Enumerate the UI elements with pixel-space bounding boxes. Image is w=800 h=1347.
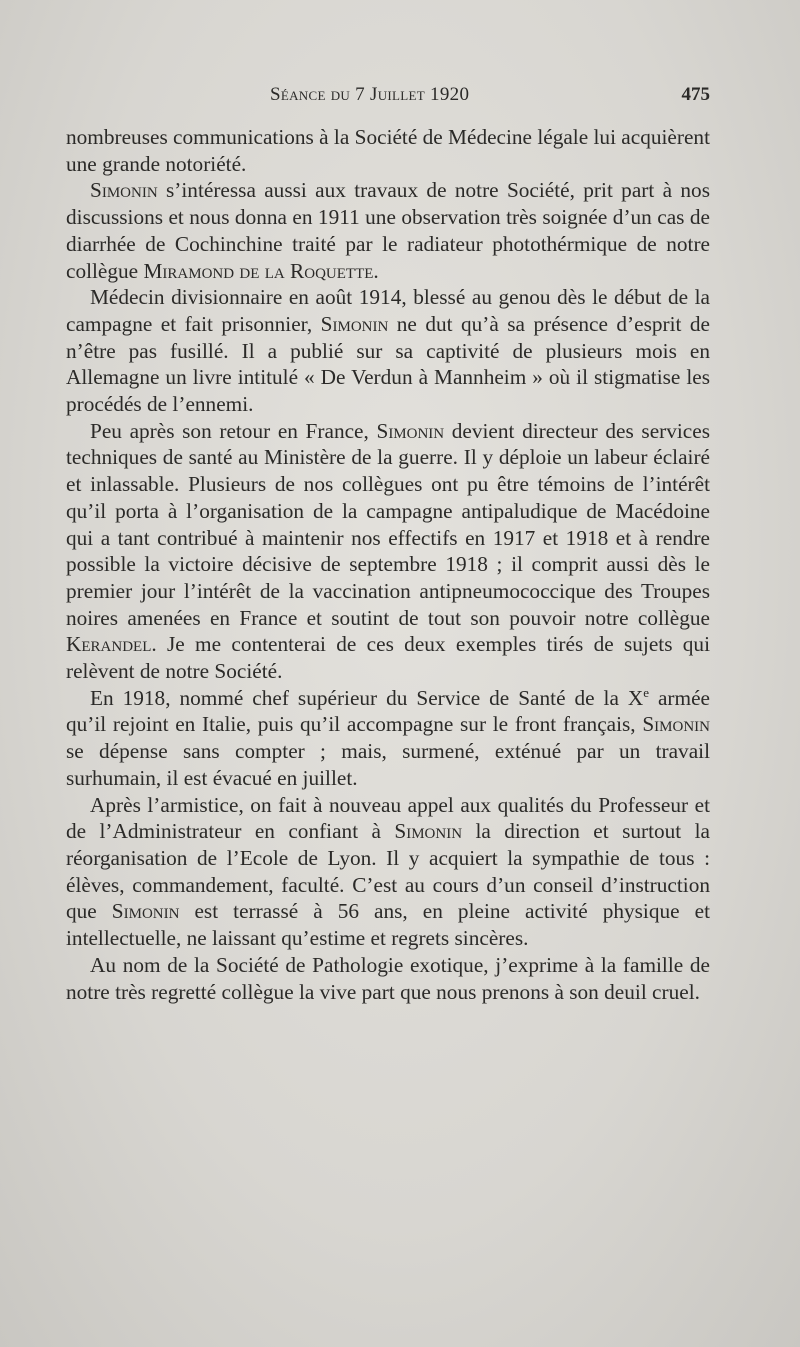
body-text <box>66 124 710 1005</box>
text-run: est terrassé à 56 ans, en pleine activité physique et intellectuelle, ne laissant qu’estime et regrets sincères. <box>66 899 710 951</box>
person-name: Simonin <box>320 311 389 336</box>
superscript: e <box>643 684 650 700</box>
person-name: Kerandel <box>66 632 152 657</box>
paragraph <box>66 685 710 792</box>
text-run: Au nom de la Société de Pathologie exotique, j’exprime à la famille de notre très regretté collègue la vive part que nous prenons à son deuil cruel. <box>66 952 710 1004</box>
text-run: la direction et surtout la réorganisation de l’Ecole de Lyon. Il y acquiert la sympathie de tous : élèves, commandement, faculté. C’est au cours d’un conseil d’instruction que <box>66 819 710 924</box>
text-run: devient directeur des services techniques de santé au Ministère de la guerre. Il y déploie un labeur éclairé et inlassable. Plusieurs de nos collègues ont pu être témoins de l’intérêt qu’il porta à l’organisation de la campagne antipaludique de Macédoine qui a tant contribué à maintenir nos effectifs en 1917 et 1918 et à rendre possible la victoire décisive de septembre 1918 ; il comprit aussi dès le premier jour l’intérêt de la vaccination antipneumococcique des Troupes noires amenées en France et soutint de tout son pouvoir notre collègue <box>66 418 710 630</box>
text-run: nombreuses communications à la Société de Médecine légale lui acquièrent une grande notoriété. <box>66 125 710 176</box>
page-number: 475 <box>681 84 710 105</box>
paragraph <box>66 177 710 284</box>
page-header <box>66 84 710 114</box>
text-run: ne dut qu’à sa présence d’esprit de n’être pas fusillé. Il a publié sur sa captivité de plusieurs mois en Allemagne un livre intitulé « De Verdun à Mannheim » où il stigmatise les procédés de l’ennemi. <box>66 311 710 417</box>
text-run: Peu après son retour en France, <box>90 418 377 443</box>
text-run: s’intéressa aussi aux travaux de notre Société, prit part à nos discussions et nous donna en 1911 une observation très soignée d’un cas de diarrhée de Cochinchine traité par le radiateur photothérmique de notre collègue <box>66 178 710 283</box>
paragraph <box>66 124 710 177</box>
paragraph <box>66 952 710 1005</box>
person-name: Simonin <box>376 418 445 443</box>
paragraph <box>66 792 710 952</box>
person-name: Simonin <box>642 712 710 737</box>
person-name: Simonin <box>90 178 158 203</box>
text-run: Médecin divisionnaire en août 1914, blessé au genou dès le début de la campagne et fait prisonnier, <box>66 285 710 336</box>
person-name: Miramond de la Roquette <box>143 258 374 283</box>
running-head: Séance du 7 Juillet 1920 <box>270 84 470 105</box>
paragraph <box>66 284 710 418</box>
text-run: se dépense sans compter ; mais, surmené, exténué par un travail surhumain, il est évacué en juillet. <box>66 739 710 790</box>
paragraph <box>66 418 710 685</box>
text-run: . <box>373 258 379 283</box>
text-run: . Je me contenterai de ces deux exemples tirés de sujets qui relèvent de notre Société. <box>66 632 710 684</box>
text-run: armée qu’il rejoint en Italie, puis qu’il accompagne sur le front français, <box>66 685 710 737</box>
text-run: En 1918, nommé chef supérieur du Service de Santé de la X <box>90 685 644 710</box>
person-name: Simonin <box>111 899 180 924</box>
person-name: Simonin <box>394 819 463 844</box>
text-run: Après l’armistice, on fait à nouveau appel aux qualités du Professeur et de l’Administrateur en confiant à <box>66 792 710 844</box>
